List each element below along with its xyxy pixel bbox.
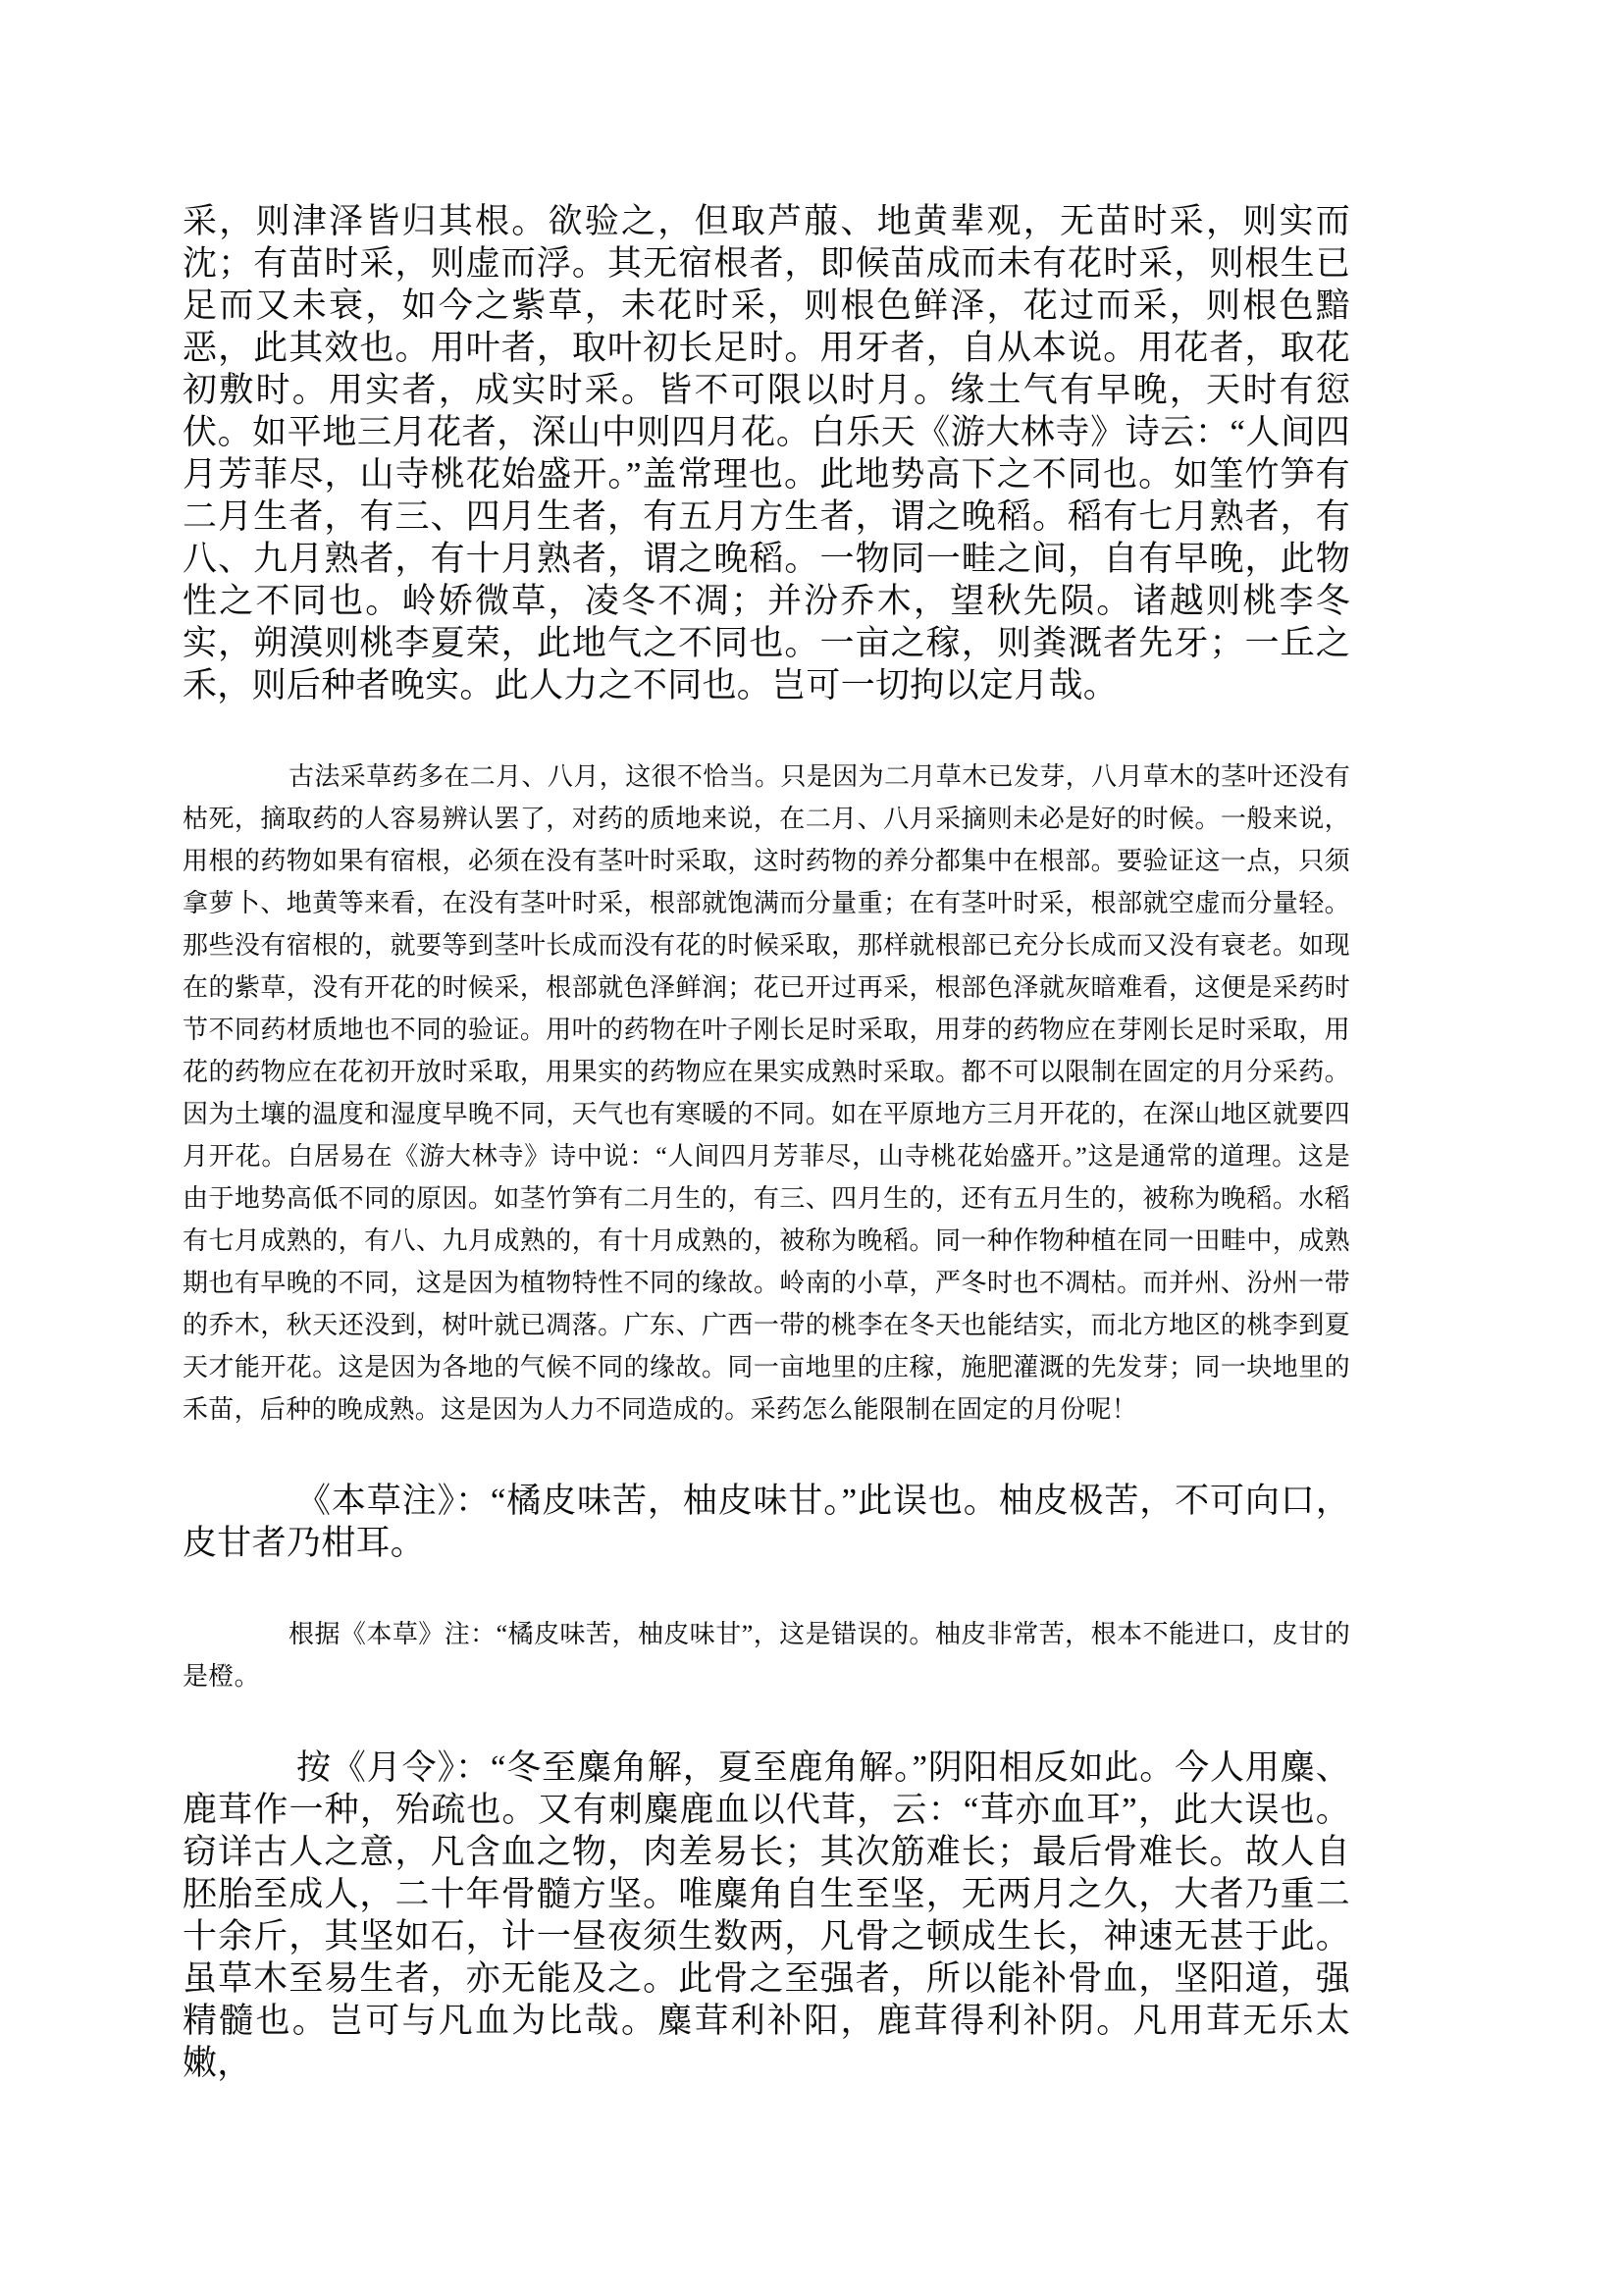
classical-paragraph-bencaozhu: 《本草注》：“橘皮味苦，柚皮味甘。”此误也。柚皮极苦，不可向口，皮甘者乃柑耳。 — [183, 1482, 1350, 1562]
classical-paragraph-yueling: 按《月令》：“冬至麋角解，夏至鹿角解。”阴阳相反如此。今人用麋、鹿茸作一种，殆疏也。又有刺麋鹿血以代茸，云：“茸亦血耳”，此大误也。窃详古人之意，凡含血之物，肉差易长；其次筋难长；最后骨难长。故人自胚胎至成人，二十年骨髓方坚。唯麋角自生至坚，无两月之久，大者乃重二十余斤，其坚如石，计一昼夜须生数两，凡骨之顿成生长，神速无甚于此。虽草木至易生者，亦无能及之。此骨之至强者，所以能补骨血，坚阳道，强精髓也。岂可与凡血为比哉。麋茸利补阳，鹿茸得利补阴。凡用茸无乐太嫩， — [183, 1748, 1350, 2082]
translation-paragraph-bencaozhu: 根据《本草》注：“橘皮味苦，柚皮味甘”，这是错误的。柚皮非常苦，根本不能进口，皮甘的是橙。 — [183, 1620, 1350, 1691]
text-column — [183, 200, 1350, 2084]
translation-paragraph-caicaoyao: 古法采草药多在二月、八月，这很不恰当。只是因为二月草木已发芽，八月草木的茎叶还没有枯死，摘取药的人容易辨认罢了，对药的质地来说，在二月、八月采摘则未必是好的时候。一般来说，用根的药物如果有宿根，必须在没有茎叶时采取，这时药物的养分都集中在根部。要验证这一点，只须拿萝卜、地黄等来看，在没有茎叶时采，根部就饱满而分量重；在有茎叶时采，根部就空虚而分量轻。那些没有宿根的，就要等到茎叶长成而没有花的时候采取，那样就根部已充分长成而又没有衰老。如现在的紫草，没有开花的时候采，根部就色泽鲜润；花已开过再采，根部色泽就灰暗难看，这便是采药时节不同药材质地也不同的验证。用叶的药物在叶子刚长足时采取，用芽的药物应在芽刚长足时采取，用花的药物应在花初开放时采取，用果实的药物应在果实成熟时采取。都不可以限制在固定的月分采药。因为土壤的温度和湿度早晚不同，天气也有寒暖的不同。如在平原地方三月开花的，在深山地区就要四月开花。白居易在《游大林寺》诗中说：“人间四月芳菲尽，山寺桃花始盛开。”这是通常的道理。这是由于地势高低不同的原因。如茎竹笋有二月生的，有三、四月生的，还有五月生的，被称为晚稻。水稻有七月成熟的，有八、九月成熟的，有十月成熟的，被称为晚稻。同一种作物种植在同一田畦中，成熟期也有早晚的不同，这是因为植物特性不同的缘故。岭南的小草，严冬时也不凋枯。而并州、汾州一带的乔木，秋天还没到，树叶就已凋落。广东、广西一带的桃李在冬天也能结实，而北方地区的桃李到夏天才能开花。这是因为各地的气候不同的缘故。同一亩地里的庄稼，施肥灌溉的先发芽；同一块地里的禾苗，后种的晚成熟。这是因为人力不同造成的。采药怎么能限制在固定的月份呢！ — [183, 762, 1350, 1424]
classical-paragraph-caicaoyao: 采，则津泽皆归其根。欲验之，但取芦菔、地黄辈观，无苗时采，则实而沈；有苗时采，则虚而浮。其无宿根者，即候苗成而未有花时采，则根生已足而又未衰，如今之紫草，未花时采，则根色鲜泽，花过而采，则根色黯恶，此其效也。用叶者，取叶初长足时。用牙者，自从本说。用花者，取花初敷时。用实者，成实时采。皆不可限以时月。缘土气有早晚，天时有愆伏。如平地三月花者，深山中则四月花。白乐天《游大林寺》诗云：“人间四月芳菲尽，山寺桃花始盛开。”盖常理也。此地势高下之不同也。如筀竹笋有二月生者，有三、四月生者，有五月方生者，谓之晚稻。稻有七月熟者，有八、九月熟者，有十月熟者，谓之晚稻。一物同一畦之间，自有早晚，此物性之不同也。岭娇微草，凌冬不凋；并汾乔木，望秋先陨。诸越则桃李冬实，朔漠则桃李夏荣，此地气之不同也。一亩之稼，则粪溉者先牙；一丘之禾，则后种者晚实。此人力之不同也。岂可一切拘以定月哉。 — [183, 202, 1350, 704]
